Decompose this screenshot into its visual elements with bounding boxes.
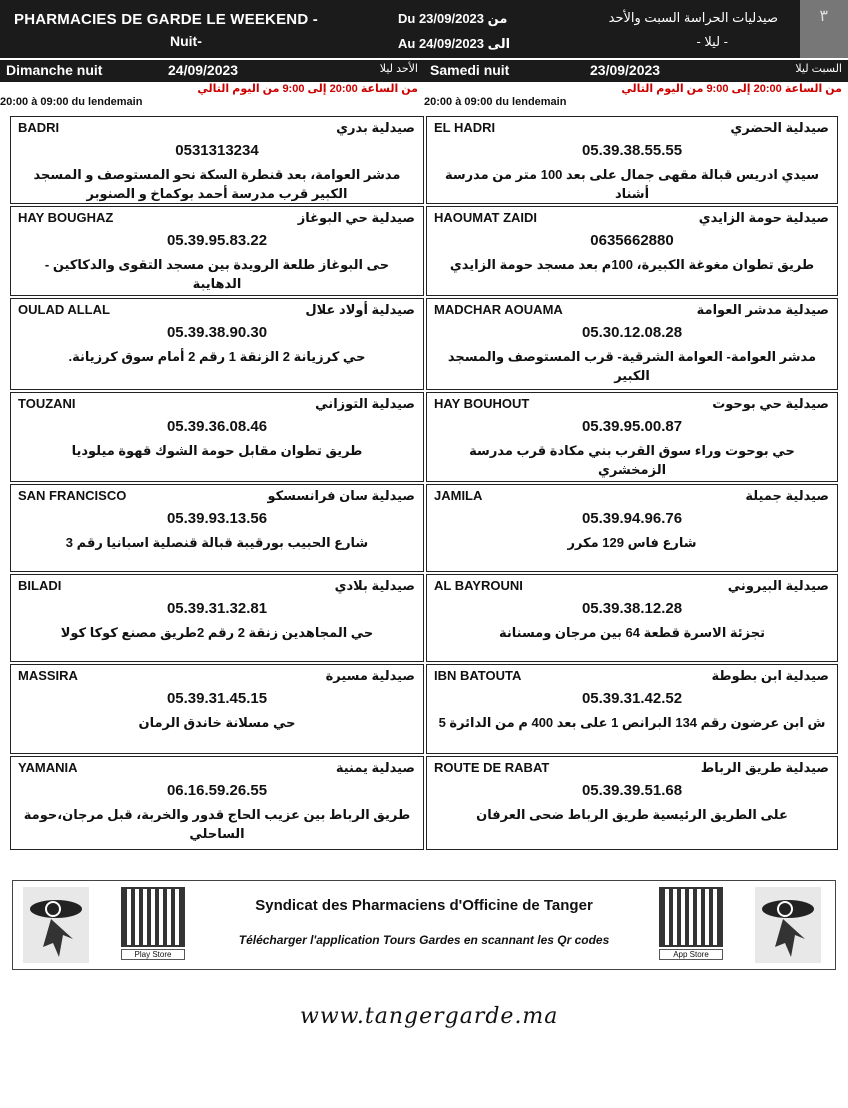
sunday-header-bar	[0, 60, 424, 82]
app-store-label: App Store	[659, 949, 723, 960]
pharmacy-phone[interactable]: 05.30.12.08.28	[581, 324, 683, 341]
sunday-day-arabic: الأحد ليلا	[379, 63, 418, 75]
pharmacy-phone[interactable]: 05.39.95.83.22	[166, 232, 268, 249]
pharmacy-address: سيدي ادريس قبالة مقهى جمال على بعد 100 متر من مدرسة أشناد	[444, 167, 820, 201]
pharmacy-phone[interactable]: 05.39.38.55.55	[581, 142, 683, 159]
saturday-hours-arabic: من الساعة 20:00 إلى 9:00 من اليوم التالي	[621, 83, 842, 95]
pharmacy-card	[426, 116, 838, 204]
qr-code-icon	[659, 887, 723, 947]
pharmacy-name: HAY BOUHOUT	[434, 396, 530, 411]
pharmacy-card	[426, 574, 838, 662]
header-title-suffix: Nuit-	[170, 33, 202, 49]
pharmacy-address: شارع فاس 129 مكرر	[567, 535, 697, 550]
mascot-icon	[755, 887, 821, 963]
pharmacy-card	[10, 664, 424, 754]
pharmacy-name: OULAD ALLAL	[18, 302, 110, 317]
pharmacy-name-arabic: صيدلية مدشر العوامة	[696, 302, 829, 317]
pharmacy-phone[interactable]: 05.39.31.45.15	[166, 690, 268, 707]
corner-mark-text: ٣	[819, 8, 828, 25]
pharmacy-address: طريق الرباط بين عزيب الحاج قدور والخربة، قبل مرجان،حومة الساحلي	[23, 807, 411, 841]
pharmacy-address: ش ابن عرضون رقم 134 البرانص 1 على بعد 400 م من الدائرة 5	[438, 715, 826, 730]
pharmacy-phone[interactable]: 0531313234	[175, 142, 259, 159]
pharmacy-address: حى البوغاز طلعة الرويدة بين مسجد التقوى والدكاكين - الدهايبة	[44, 257, 390, 291]
pharmacy-name: SAN FRANCISCO	[18, 488, 127, 503]
pharmacy-name: TOUZANI	[18, 396, 76, 411]
pharmacy-name: BILADI	[18, 578, 62, 593]
sunday-hours-arabic: من الساعة 20:00 إلى 9:00 من اليوم التالي	[197, 83, 418, 95]
saturday-day-arabic: السبت ليلا	[795, 63, 842, 75]
pharmacy-name: BADRI	[18, 120, 60, 135]
pharmacy-phone[interactable]: 05.39.38.12.28	[581, 600, 683, 617]
pharmacy-card	[10, 484, 424, 572]
pharmacy-phone[interactable]: 06.16.59.26.55	[166, 782, 268, 799]
pharmacy-name: EL HADRI	[434, 120, 496, 135]
pharmacy-name: ROUTE DE RABAT	[434, 760, 550, 775]
syndicate-footer	[12, 880, 836, 970]
pharmacy-name-arabic: صيدلية بلادي	[334, 578, 415, 593]
pharmacy-name-arabic: صيدلية التوزاني	[315, 396, 415, 411]
sunday-hours: 20:00 à 09:00 du lendemain	[0, 96, 143, 108]
pharmacy-phone[interactable]: 05.39.94.96.76	[581, 510, 683, 527]
footer-title: Syndicat des Pharmaciens d'Officine de Tanger	[255, 897, 593, 914]
header-title: PHARMACIES DE GARDE LE WEEKEND -	[14, 11, 318, 28]
pharmacy-name-arabic: صيدلية البيروني	[727, 578, 829, 593]
pharmacy-card	[10, 574, 424, 662]
pharmacy-name: MASSIRA	[18, 668, 78, 683]
page-header	[0, 0, 848, 58]
pharmacy-name: YAMANIA	[18, 760, 78, 775]
pharmacy-name-arabic: صيدلية حومة الزايدي	[698, 210, 829, 225]
app-store-qr[interactable]	[659, 887, 723, 959]
pharmacy-name: IBN BATOUTA	[434, 668, 522, 683]
pharmacy-address: مدشر العوامة، بعد قنطرة السكة نحو المستوصف و المسجد الكبير قرب مدرسة أحمد بوكماخ و الصنوبر	[33, 167, 401, 201]
pharmacy-name-arabic: صيدلية أولاد علال	[305, 302, 415, 317]
pharmacy-name: AL BAYROUNI	[434, 578, 523, 593]
footer-subtitle: Télécharger l'application Tours Gardes en scannant les Qr codes	[238, 933, 610, 947]
saturday-column-header	[424, 60, 848, 112]
pharmacy-name-arabic: صيدلية سان فرانسسكو	[267, 488, 415, 503]
date-from: Du 23/09/2023 من	[398, 11, 508, 26]
pharmacy-phone[interactable]: 05.39.95.00.87	[581, 418, 683, 435]
pharmacy-phone[interactable]: 05.39.38.90.30	[166, 324, 268, 341]
pharmacy-address: حي مسلانة خاندق الرمان	[138, 715, 296, 730]
pharmacy-name-arabic: صيدلية يمنية	[335, 760, 415, 775]
pharmacy-name-arabic: صيدلية طريق الرباط	[700, 760, 829, 775]
pharmacy-name-arabic: صيدلية مسيرة	[325, 668, 415, 683]
pharmacy-name-arabic: صيدلية الحضري	[730, 120, 829, 135]
pharmacy-name-arabic: صيدلية حي بوحوت	[712, 396, 829, 411]
pharmacy-card	[426, 298, 838, 390]
pharmacy-card	[10, 116, 424, 204]
sunday-column-header	[0, 60, 424, 112]
website-url[interactable]: www.tangergarde.ma	[300, 1004, 559, 1029]
header-subtitle-arabic: - ليلا -	[696, 34, 728, 49]
pharmacy-name: MADCHAR AOUAMA	[434, 302, 563, 317]
saturday-header-bar	[424, 60, 848, 82]
pharmacy-name: HAOUMAT ZAIDI	[434, 210, 538, 225]
pharmacy-phone[interactable]: 05.39.31.42.52	[581, 690, 683, 707]
pharmacy-name: JAMILA	[434, 488, 483, 503]
play-store-label: Play Store	[121, 949, 185, 960]
pharmacy-phone[interactable]: 05.39.36.08.46	[166, 418, 268, 435]
pharmacy-phone[interactable]: 05.39.31.32.81	[166, 600, 268, 617]
pharmacy-name-arabic: صيدلية حي البوغاز	[297, 210, 415, 225]
pharmacy-address: حي المجاهدين زنقة 2 رقم 2طريق مصنع كوكا كولا	[60, 625, 374, 640]
pharmacy-name-arabic: صيدلية بدري	[336, 120, 415, 135]
pharmacy-card	[426, 756, 838, 850]
pharmacy-phone[interactable]: 0635662880	[590, 232, 674, 249]
pharmacy-address: شارع الحبيب بورقيبة قبالة قنصلية اسبانيا رقم 3	[65, 535, 369, 550]
header-title-arabic: صيدليات الحراسة السبت والأحد	[608, 10, 778, 25]
sunday-date: 24/09/2023	[168, 62, 239, 78]
pharmacy-address: مدشر العوامة- العوامة الشرقية- قرب المستوصف والمسجد الكبير	[447, 349, 817, 383]
mascot-logo-right	[755, 887, 821, 963]
pharmacy-card	[426, 664, 838, 754]
pharmacy-name-arabic: صيدلية جميلة	[745, 488, 829, 503]
pharmacy-name-arabic: صيدلية ابن بطوطة	[711, 668, 829, 683]
pharmacy-card	[10, 756, 424, 850]
pharmacy-card	[426, 392, 838, 482]
sunday-day-label: Dimanche nuit	[6, 62, 103, 78]
pharmacy-address: حي كرزيانة 2 الزنقة 1 رقم 2 أمام سوق كرزيانة.	[68, 349, 366, 364]
pharmacy-address: على الطريق الرئيسية طريق الرباط ضحى العرفان	[476, 807, 788, 822]
saturday-hours: 20:00 à 09:00 du lendemain	[424, 96, 567, 108]
pharmacy-card	[10, 206, 424, 296]
date-to: Au 24/09/2023 الى	[398, 36, 511, 51]
pharmacy-card	[426, 484, 838, 572]
pharmacy-card	[10, 392, 424, 482]
pharmacy-address: طريق تطوان مغوغة الكبيرة، 100م بعد مسجد حومة الزايدي	[449, 257, 815, 272]
pharmacy-card	[10, 298, 424, 390]
pharmacy-address: طريق تطوان مقابل حومة الشوك قهوة ميلوديا	[71, 443, 363, 458]
pharmacy-name: HAY BOUGHAZ	[18, 210, 114, 225]
pharmacy-phone[interactable]: 05.39.39.51.68	[581, 782, 683, 799]
pharmacy-address: تجزئة الاسرة قطعة 64 بين مرجان ومسنانة	[498, 625, 765, 640]
saturday-date: 23/09/2023	[590, 62, 661, 78]
pharmacy-phone[interactable]: 05.39.93.13.56	[166, 510, 268, 527]
corner-page-mark	[800, 0, 848, 58]
pharmacy-address: حي بوحوت وراء سوق القرب بني مكادة قرب مدرسة الزمخشري	[469, 443, 795, 477]
pharmacy-card	[426, 206, 838, 296]
saturday-day-label: Samedi nuit	[430, 62, 510, 78]
